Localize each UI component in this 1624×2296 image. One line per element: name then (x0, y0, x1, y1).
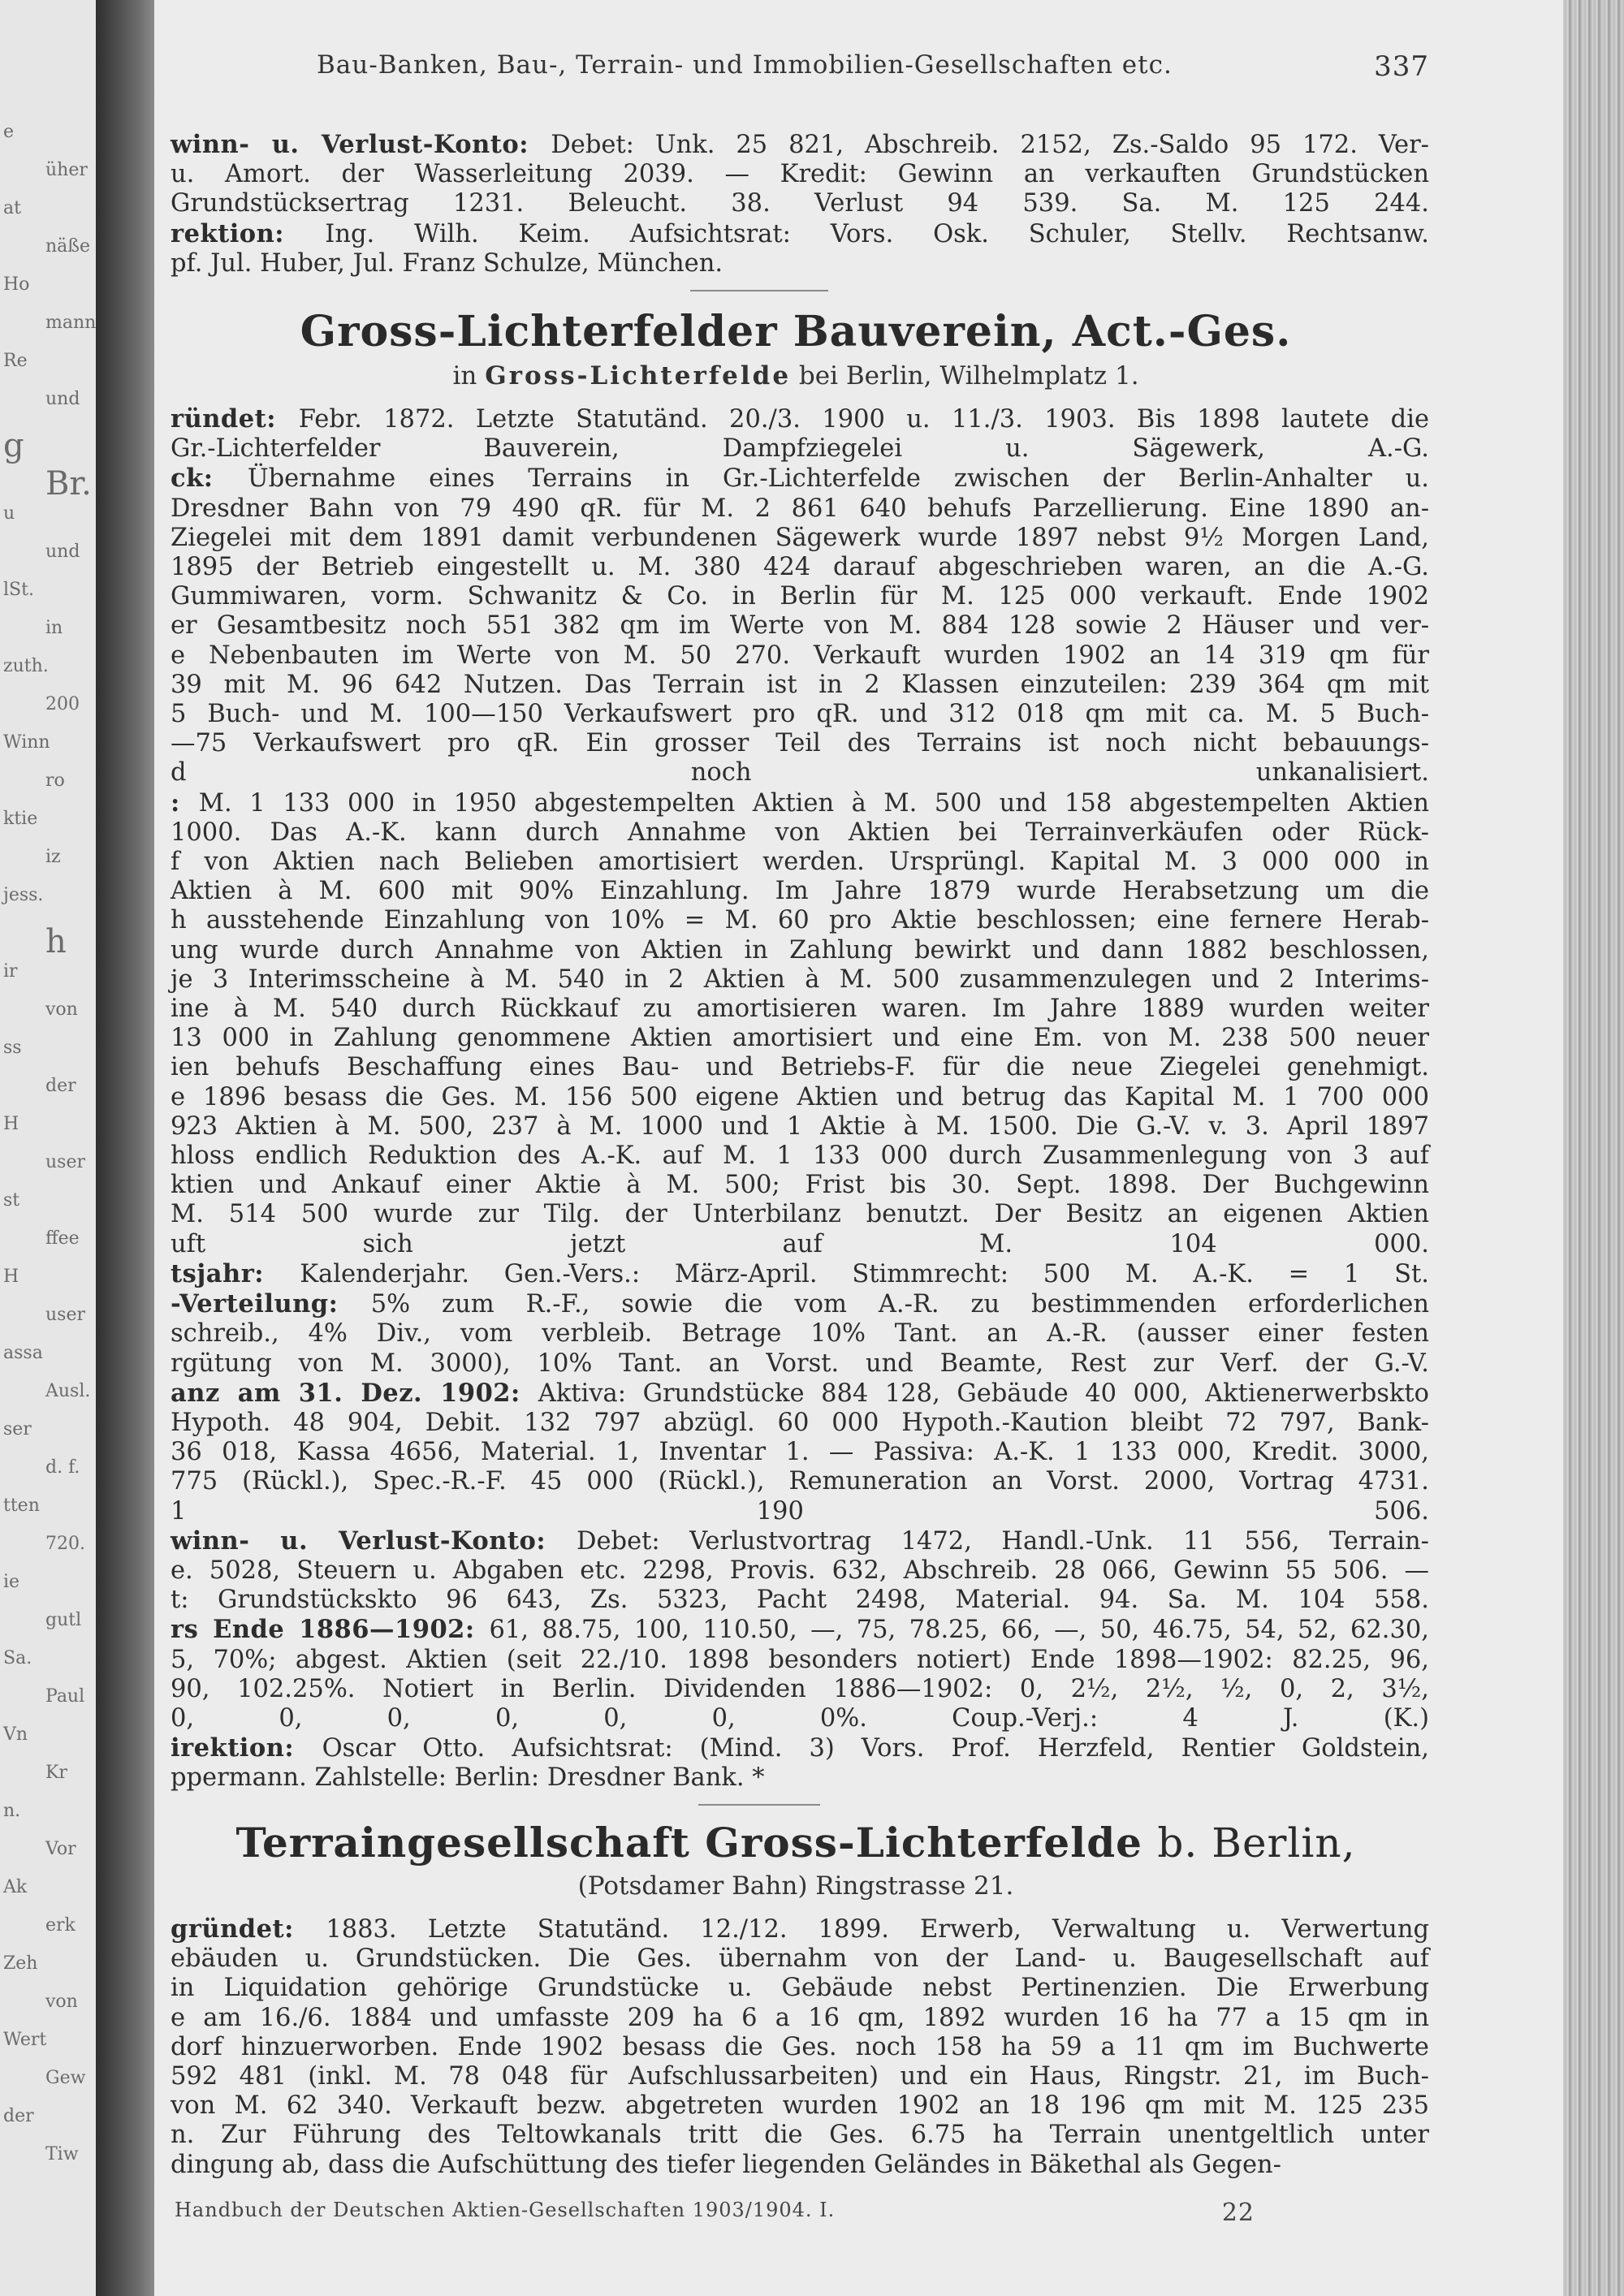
text-line (171, 1200, 1429, 1229)
section-label: irektion: (171, 1733, 322, 1763)
text-line (171, 553, 1429, 582)
text-line (171, 1675, 1429, 1704)
text-line (171, 1974, 1429, 2003)
margin-fragment: g (3, 427, 24, 464)
text-line (171, 1526, 1429, 1556)
text-line (171, 729, 1429, 758)
text-line (171, 130, 1429, 160)
text-line (171, 1467, 1429, 1496)
entry-subtitle: (Potsdamer Bahn) Ringstrasse 21. (577, 1871, 1014, 1901)
margin-fragment: e (3, 122, 15, 142)
line-text: 13 000 in Zahlung genommene Aktien amortisiert und eine Em. von M. 238 500 neuer (171, 1024, 1429, 1053)
margin-fragment: Vn (3, 1724, 28, 1745)
previous-entry-tail (171, 130, 1429, 278)
text-line (171, 524, 1429, 553)
line-text: je 3 Interimsscheine à M. 540 in 2 Aktien à M. 500 zusammenzulegen und 2 Interims- (171, 965, 1429, 994)
page-footer (175, 2199, 1255, 2227)
line-text: Kalenderjahr. Gen.-Vers.: März-April. Stimmrecht: 500 M. A.-K. = 1 St. (300, 1259, 1429, 1288)
text-line (171, 1319, 1429, 1349)
margin-fragment: Zeh (3, 1953, 38, 1974)
line-text: 0, 0, 0, 0, 0, 0, 0%. Coup.-Verj.: 4 J. (K.) (171, 1703, 1429, 1733)
margin-fragment: in (45, 618, 63, 638)
margin-fragment: u (3, 503, 15, 524)
entry-title (162, 1819, 1429, 1867)
text-line (171, 1763, 1429, 1793)
text-line (171, 1914, 1429, 1944)
line-text: Febr. 1872. Letzte Statutänd. 20./3. 1900 u. 11./3. 1903. Bis 1898 lautete die (298, 405, 1429, 434)
margin-fragment: ss (3, 1038, 22, 1058)
text-line (171, 1230, 1429, 1259)
text-line (171, 494, 1429, 524)
text-line (171, 936, 1429, 965)
margin-fragment: Paul (45, 1686, 85, 1707)
text-line (171, 1646, 1429, 1675)
margin-fragment: ktie (3, 809, 38, 829)
margin-fragment: von (45, 1992, 78, 2012)
margin-fragment: ro (45, 770, 65, 791)
subtitle-prefix: in (452, 361, 477, 391)
section-label: anz am 31. Dez. 1902: (171, 1378, 538, 1408)
line-text: Ing. Wilh. Keim. Aufsichtsrat: Vors. Osk. Schuler, Stellv. Rechtsanw. (325, 219, 1429, 248)
section-label: winn- u. Verlust-Konto: (171, 130, 551, 159)
section-label: -Verteilung: (171, 1289, 371, 1319)
margin-fragment: gutl (45, 1610, 82, 1630)
text-line (171, 464, 1429, 494)
section-label: tsjahr: (171, 1258, 300, 1288)
margin-fragment: H (3, 1267, 19, 1287)
text-line (171, 788, 1429, 818)
text-line (171, 1704, 1429, 1733)
text-line (171, 1112, 1429, 1142)
text-line (171, 1615, 1429, 1645)
line-text: 1895 der Betrieb eingestellt u. M. 380 424 darauf abgeschrieben waren, an die A.-G. (171, 553, 1429, 582)
text-line (171, 582, 1429, 611)
text-line (171, 434, 1429, 464)
margin-fragment: üher (45, 160, 88, 180)
section-label: ck: (171, 464, 248, 494)
margin-fragment: 720. (45, 1534, 85, 1554)
margin-fragment: h (45, 923, 67, 960)
line-text: 5, 70%; abgest. Aktien (seit 22./10. 1898 besonders notiert) Ende 1898—1902: 82.25, 96, (171, 1645, 1429, 1674)
margin-fragment: der (3, 2106, 34, 2126)
line-text: e Nebenbauten im Werte von M. 50 270. Verkauft wurden 1902 an 14 319 qm für (171, 641, 1429, 670)
margin-fragment: ie (3, 1572, 20, 1592)
line-text: ien behufs Beschaffung eines Bau- und Betriebs-F. für die neue Ziegelei genehmigt. (171, 1053, 1429, 1082)
section-label: rektion: (171, 218, 326, 248)
subtitle-address: bei Berlin, Wilhelmplatz 1. (798, 361, 1139, 391)
text-line (171, 641, 1429, 671)
line-text: 1883. Letzte Statutänd. 12./12. 1899. Erwerb, Verwaltung u. Verwertung (326, 1915, 1429, 1944)
line-text: er Gesamtbesitz noch 551 382 qm im Werte von M. 884 128 sowie 2 Häuser und ver- (171, 611, 1429, 641)
line-text: ebäuden u. Grundstücken. Die Ges. übernahm von der Land- u. Baugesellschaft auf (171, 1944, 1429, 1974)
line-text: Aktiva: Grundstücke 884 128, Gebäude 40 000, Aktienerwerbskto (538, 1379, 1429, 1408)
entry-body (171, 404, 1429, 1793)
line-text: 5% zum R.-F., sowie die vom A.-R. zu bestimmenden erforderlichen (370, 1290, 1429, 1319)
margin-fragment: Ho (3, 274, 30, 295)
line-text: Oscar Otto. Aufsichtsrat: (Mind. 3) Vors. Prof. Herzfeld, Rentier Goldstein, (322, 1734, 1429, 1763)
text-line (171, 1556, 1429, 1586)
line-text: pf. Jul. Huber, Jul. Franz Schulze, München. (171, 248, 723, 278)
line-text: 592 481 (inkl. M. 78 048 für Aufschlussarbeiten) und ein Haus, Ringstr. 21, im Buch- (171, 2062, 1429, 2091)
entry-title: Gross-Lichterfelder Bauverein, Act.-Ges. (300, 307, 1292, 356)
line-text: ktien und Ankauf einer Aktie à M. 500; Frist bis 30. Sept. 1898. Der Buchgewinn (171, 1171, 1429, 1200)
margin-fragment: erk (45, 1915, 76, 1936)
text-line (171, 758, 1429, 788)
text-line (171, 1083, 1429, 1112)
margin-fragment: tten (3, 1495, 40, 1516)
text-line (171, 1142, 1429, 1171)
margin-fragment: näße (45, 236, 90, 257)
line-text: Dresdner Bahn von 79 490 qR. für M. 2 861 640 behufs Parzellierung. Eine 1890 an- (171, 494, 1429, 523)
margin-fragment: Tiw (45, 2144, 79, 2164)
line-text: in Liquidation gehörige Grundstücke u. Gebäude nebst Pertinenzien. Die Erwerbung (171, 1974, 1429, 2003)
line-text: 923 Aktien à M. 500, 237 à M. 1000 und 1 Aktie à M. 1500. Die G.-V. v. 3. April 1897 (171, 1111, 1429, 1141)
margin-fragment: Wert (3, 2030, 47, 2050)
margin-fragment: Sa. (3, 1648, 32, 1668)
line-text: Aktien à M. 600 mit 90% Einzahlung. Im Jahre 1879 wurde Herabsetzung um die (171, 877, 1429, 906)
text-line (171, 2004, 1429, 2033)
text-line (171, 189, 1429, 218)
running-title: Bau-Banken, Bau-, Terrain- und Immobilien-Gesellschaften etc. (317, 50, 1173, 80)
section-label: rs Ende 1886—1902: (171, 1615, 490, 1645)
text-line (171, 2121, 1429, 2150)
text-line (171, 1944, 1429, 1974)
line-text: dorf hinzuerworben. Ende 1902 besass die Ges. noch 158 ha 59 a 11 qm im Buchwerte (171, 2032, 1429, 2061)
margin-fragment: st (3, 1190, 20, 1211)
margin-fragment: Ausl. (45, 1381, 91, 1401)
margin-fragment: lSt. (3, 580, 34, 600)
text-line (171, 2033, 1429, 2062)
line-text: uft sich jetzt auf M. 104 000. (171, 1229, 1429, 1258)
text-line (171, 1379, 1429, 1409)
margin-fragment: d. f. (45, 1457, 80, 1478)
line-text: 1 190 506. (171, 1496, 1429, 1526)
text-line (171, 2062, 1429, 2091)
line-text: Debet: Unk. 25 821, Abschreib. 2152, Zs.-Saldo 95 172. Ver- (551, 131, 1429, 159)
line-text: e. 5028, Steuern u. Abgaben etc. 2298, Provis. 632, Abschreib. 28 066, Gewinn 55 506. — (171, 1556, 1429, 1585)
text-line (171, 877, 1429, 906)
margin-fragment: ir (3, 961, 18, 982)
entry-title-main: Terraingesellschaft Gross-Lichterfelde (235, 1819, 1142, 1867)
text-line (171, 160, 1429, 189)
margin-fragment: user (45, 1152, 85, 1172)
text-line (171, 848, 1429, 877)
text-line (171, 1349, 1429, 1379)
margin-fragment: H (3, 1114, 19, 1134)
text-line (171, 1289, 1429, 1319)
line-text: ung wurde durch Annahme von Aktien in Zahlung bewirkt und dann 1882 beschlossen, (171, 935, 1429, 965)
text-line (171, 219, 1429, 249)
line-text: e am 16./6. 1884 und umfasste 209 ha 6 a 16 qm, 1892 wurden 16 ha 77 a 15 qm in (171, 2003, 1429, 2032)
line-text: 5 Buch- und M. 100—150 Verkaufswert pro qR. und 312 018 qm mit ca. M. 5 Buch- (171, 700, 1429, 729)
line-text: 61, 88.75, 100, 110.50, —, 75, 78.25, 66, —, 50, 46.75, 54, 52, 62.30, (489, 1616, 1429, 1645)
entry-title-location: b. Berlin, (1157, 1819, 1356, 1867)
line-text: Gr.-Lichterfelder Bauverein, Dampfziegelei u. Sägewerk, A.-G. (171, 434, 1429, 464)
margin-fragment: user (45, 1305, 85, 1325)
line-text: schreib., 4% Div., vom verbleib. Betrage 10% Tant. an A.-R. (ausser einer festen (171, 1319, 1429, 1349)
margin-fragment: der (45, 1076, 76, 1096)
margin-fragment: und (45, 542, 80, 562)
entry-separator (698, 1804, 820, 1806)
margin-fragment: Br. (45, 465, 92, 503)
margin-fragment: n. (3, 1801, 21, 1821)
text-line (171, 611, 1429, 641)
line-text: 36 018, Kassa 4656, Material. 1, Inventar 1. — Passiva: A.-K. 1 133 000, Kredit. 3000, (171, 1438, 1429, 1467)
line-text: Gummiwaren, vorm. Schwanitz & Co. in Berlin für M. 125 000 verkauft. Ende 1902 (171, 582, 1429, 611)
line-text: ine à M. 540 durch Rückkauf zu amortisieren waren. Im Jahre 1889 wurden weiter (171, 995, 1429, 1024)
margin-fragment: und (45, 389, 80, 409)
margin-fragment: mann (45, 313, 96, 333)
line-text: u. Amort. der Wasserleitung 2039. — Kredit: Gewinn an verkauften Grundstücken (171, 160, 1429, 189)
margin-fragment: jess. (3, 885, 44, 905)
line-text: h ausstehende Einzahlung von 10% = M. 60 pro Aktie beschlossen; eine fernere Herab- (171, 906, 1429, 935)
text-line (171, 1438, 1429, 1467)
line-text: 90, 102.25%. Notiert in Berlin. Dividenden 1886—1902: 0, 2½, 2½, ½, 0, 2, 3½, (171, 1674, 1429, 1703)
text-line (171, 1586, 1429, 1615)
line-text: Grundstücksertrag 1231. Beleucht. 38. Verlust 94 539. Sa. M. 125 244. (171, 189, 1429, 218)
line-text: M. 1 133 000 in 1950 abgestempelten Aktien à M. 500 und 158 abgestempelten Aktien (198, 788, 1429, 818)
page-number: 337 (1374, 50, 1429, 83)
line-text: e 1896 besass die Ges. M. 156 500 eigene Aktien und betrug das Kapital M. 1 700 000 (171, 1082, 1429, 1111)
entry-separator (690, 290, 828, 291)
text-line (171, 1733, 1429, 1763)
line-text: von M. 62 340. Verkauft bezw. abgetreten wurden 1902 an 18 196 qm mit M. 125 235 (171, 2091, 1429, 2121)
margin-fragment: ser (3, 1419, 32, 1439)
line-text: 39 mit M. 96 642 Nutzen. Das Terrain ist in 2 Klassen einzuteilen: 239 364 qm mit (171, 670, 1429, 699)
book-binding-shadow (96, 0, 154, 2296)
text-line (171, 1171, 1429, 1200)
text-line (171, 1024, 1429, 1053)
line-text: n. Zur Führung des Teltowkanals tritt die Ges. 6.75 ha Terrain unentgeltlich unter (171, 2121, 1429, 2150)
signature-mark: 22 (1221, 2199, 1255, 2227)
line-text: dingung ab, dass die Aufschüttung des tiefer liegenden Geländes in Bäkethal als Gegen- (171, 2150, 1281, 2179)
line-text: Übernahme eines Terrains in Gr.-Lichterfelde zwischen der Berlin-Anhalter u. (247, 464, 1429, 494)
text-line (171, 700, 1429, 729)
line-text: Hypoth. 48 904, Debit. 132 797 abzügl. 60 000 Hypoth.-Kaution bleibt 72 797, Bank- (171, 1408, 1429, 1437)
margin-fragment: Gew (45, 2068, 86, 2088)
line-text: f von Aktien nach Belieben amortisiert werden. Ursprüngl. Kapital M. 3 000 000 in (171, 848, 1429, 877)
line-text: rgütung von M. 3000), 10% Tant. an Vorst. und Beamte, Rest zur Verf. der G.-V. (171, 1349, 1429, 1378)
adjacent-page-strip (0, 0, 96, 2296)
margin-fragment: iz (45, 847, 61, 867)
line-text: Ziegelei mit dem 1891 damit verbundenen Sägewerk wurde 1897 nebst 9½ Morgen Land, (171, 523, 1429, 552)
margin-fragment: ffee (45, 1228, 80, 1249)
line-text: Debet: Verlustvortrag 1472, Handl.-Unk. 11 556, Terrain- (577, 1526, 1429, 1556)
section-label: : (171, 788, 199, 818)
section-label: ründet: (171, 404, 299, 434)
text-line (171, 995, 1429, 1024)
section-label: gründet: (171, 1914, 326, 1944)
text-line (171, 404, 1429, 434)
text-line (171, 671, 1429, 700)
line-text: t: Grundstückskto 96 643, Zs. 5323, Pacht 2498, Material. 94. Sa. M. 104 558. (171, 1586, 1429, 1615)
margin-fragment: Ak (3, 1877, 28, 1897)
section-label: winn- u. Verlust-Konto: (171, 1526, 577, 1556)
margin-fragment: Vor (45, 1839, 76, 1859)
text-line (171, 1259, 1429, 1289)
margin-fragment: von (45, 999, 78, 1020)
margin-fragment: at (3, 198, 21, 218)
text-line (171, 2151, 1429, 2180)
line-text: 1000. Das A.-K. kann durch Annahme von Aktien bei Terrainverkäufen oder Rück- (171, 818, 1429, 847)
line-text: M. 514 500 wurde zur Tilg. der Unterbilanz benutzt. Der Besitz an eigenen Aktien (171, 1200, 1429, 1229)
line-text: —75 Verkaufswert pro qR. Ein grosser Teil des Terrains ist noch nicht bebauungs- (171, 729, 1429, 758)
margin-fragment: Kr (45, 1763, 67, 1783)
margin-fragment: assa (3, 1343, 43, 1363)
margin-fragment: Winn (3, 732, 50, 753)
text-line (171, 1497, 1429, 1526)
margin-fragment: zuth. (3, 656, 49, 676)
text-line (171, 965, 1429, 995)
footer-title: Handbuch der Deutschen Aktien-Gesellschaften 1903/1904. I. (175, 2199, 836, 2221)
text-line (171, 1053, 1429, 1082)
text-line (171, 906, 1429, 935)
text-line (171, 249, 1429, 278)
margin-fragment: 200 (45, 694, 80, 714)
subtitle-place: Gross-Lichterfelde (485, 361, 792, 391)
text-line (171, 1409, 1429, 1438)
line-text: d noch unkanalisiert. (171, 758, 1429, 788)
line-text: ppermann. Zahlstelle: Berlin: Dresdner Bank. * (171, 1763, 765, 1793)
page-edges (1563, 0, 1624, 2296)
line-text: 775 (Rückl.), Spec.-R.-F. 45 000 (Rückl.), Remuneration an Vorst. 2000, Vortrag 4731. (171, 1467, 1429, 1496)
margin-fragment: Re (3, 351, 28, 371)
text-line (171, 818, 1429, 848)
entry-body (171, 1914, 1429, 2180)
entry-subtitle (162, 361, 1429, 391)
text-line (171, 2091, 1429, 2121)
line-text: hloss endlich Reduktion des A.-K. auf M. 1 133 000 durch Zusammenlegung von 3 auf (171, 1142, 1429, 1171)
